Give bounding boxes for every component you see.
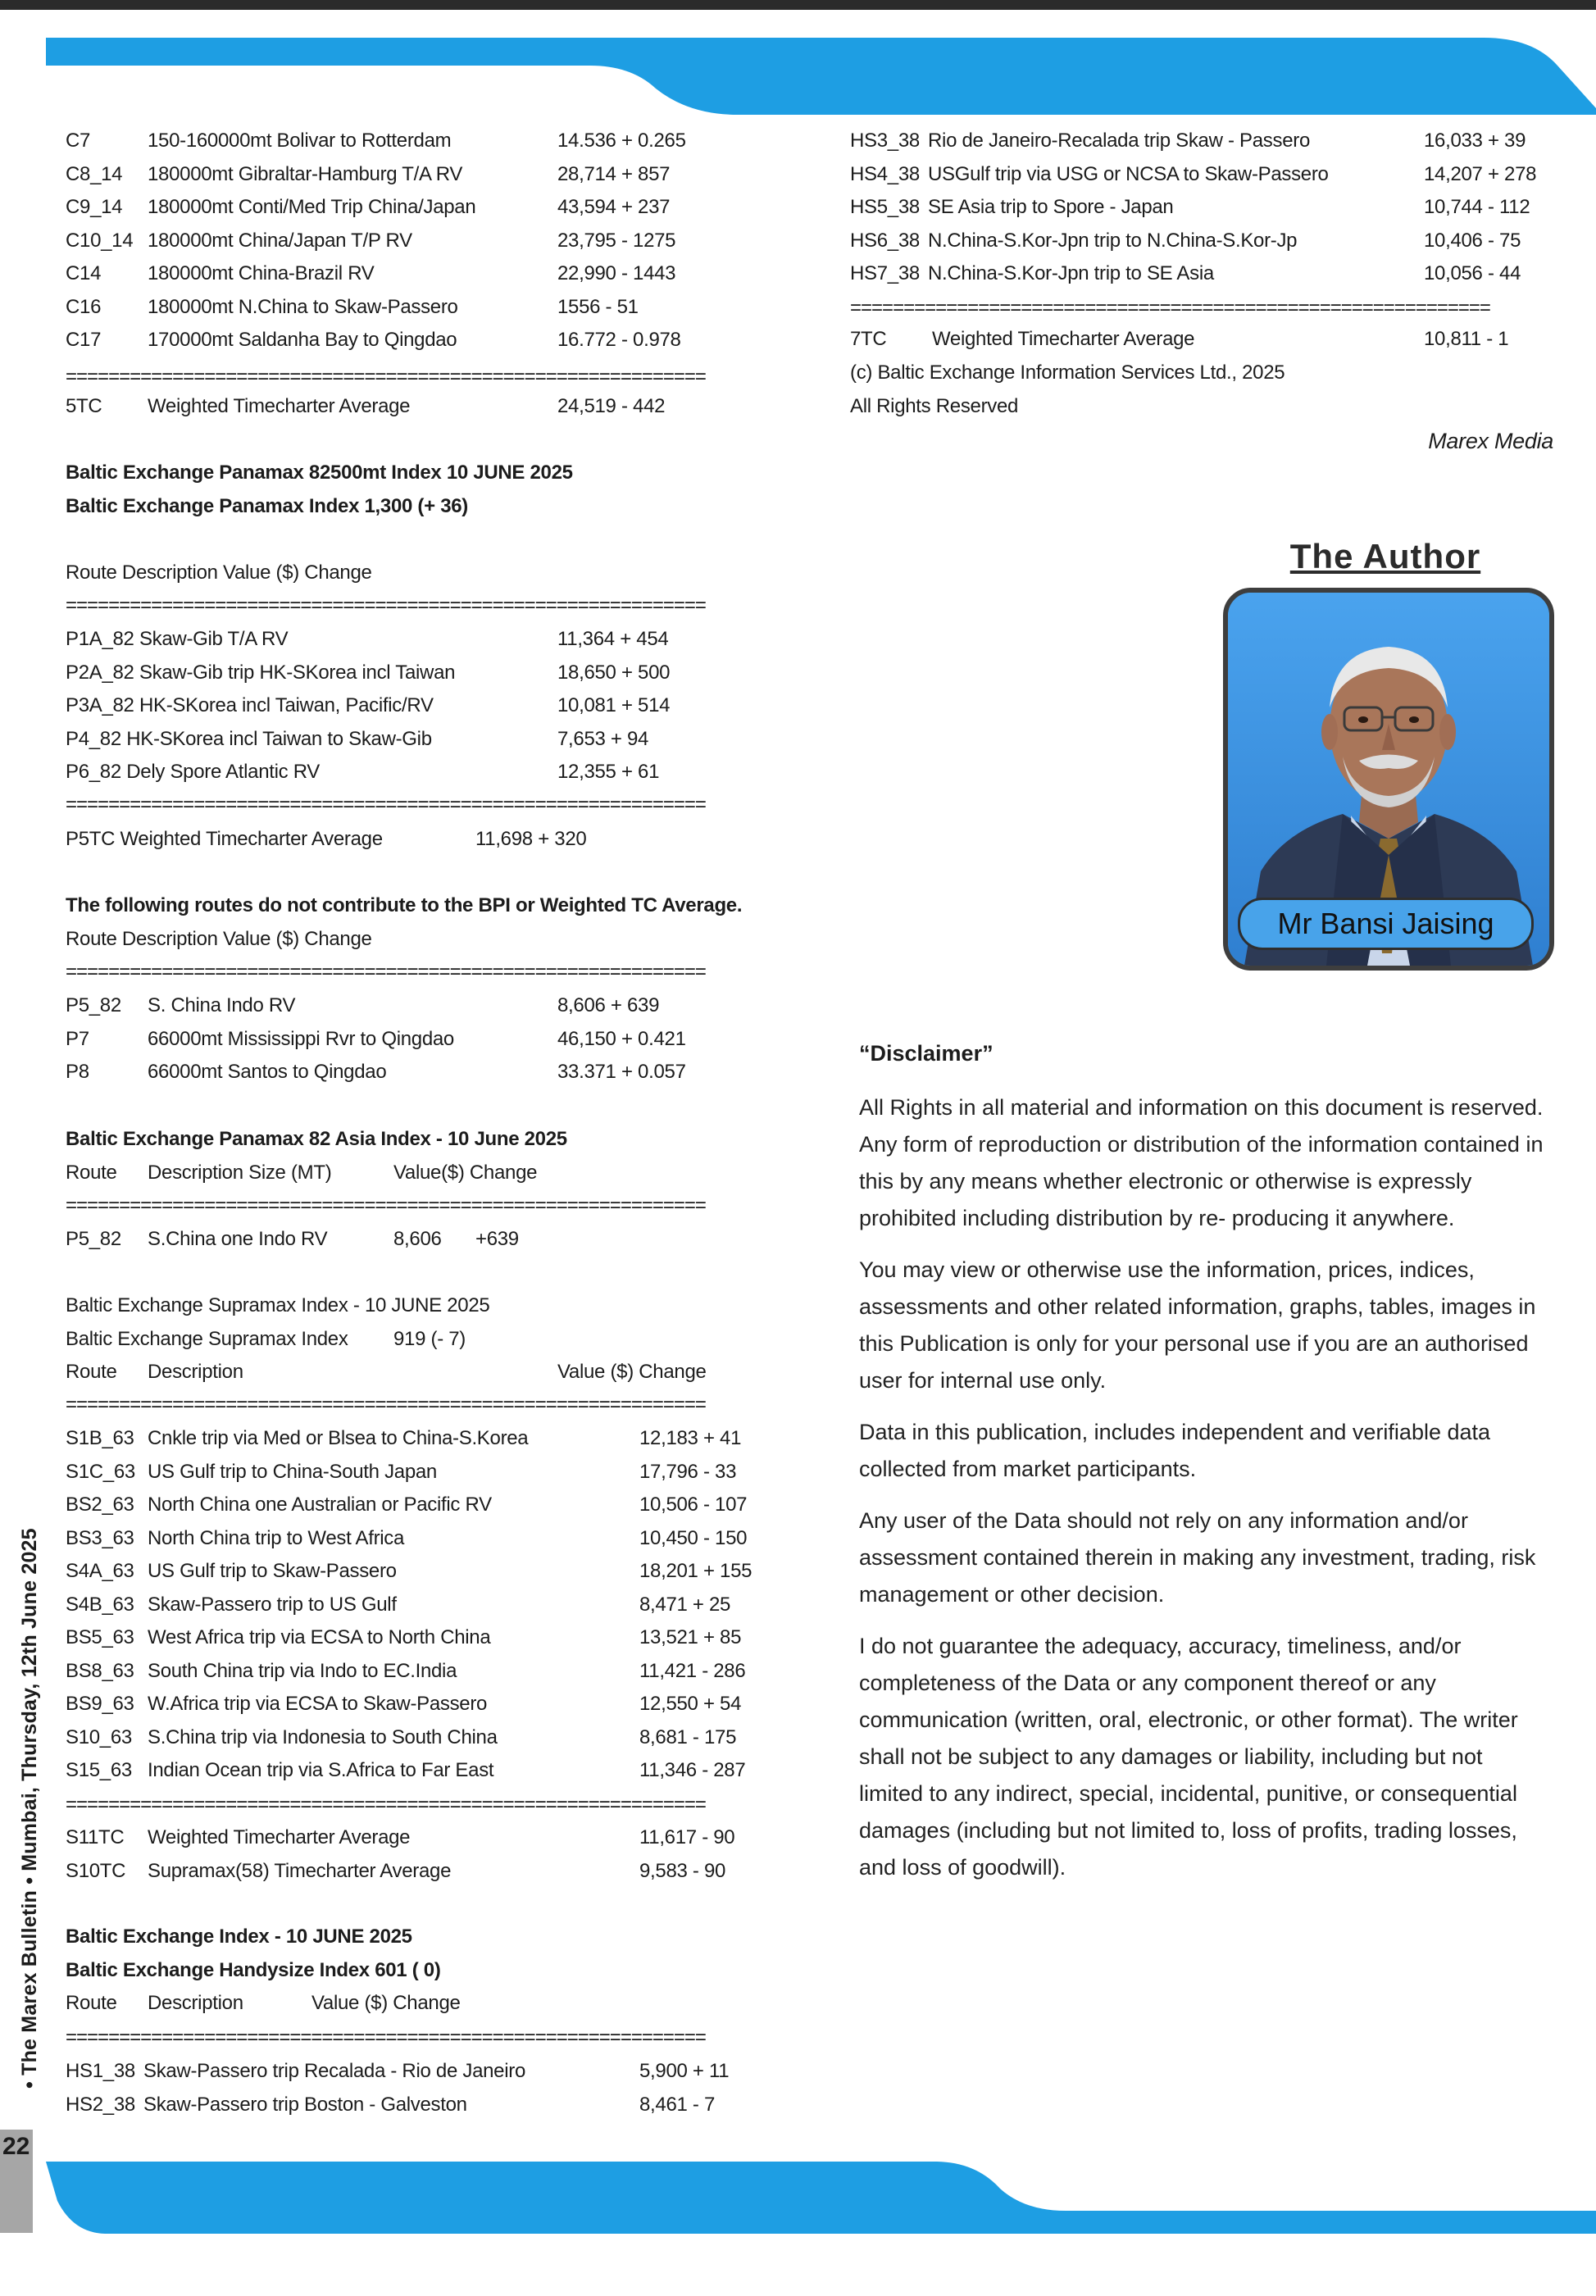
route-value: 18,650 + 500 [557,661,671,684]
separator-line: ============================================================ [66,793,706,816]
author-heading: The Author [1289,537,1481,575]
disclaimer-paragraph: Data in this publication, includes independent and verifiable data collected from market participants. [859,1420,1491,1481]
route-value: 10,081 + 514 [557,694,671,716]
non-contributing-header: Route Description Value ($) Change [66,928,372,950]
route-description: 170000mt Saldanha Bay to Qingdao [148,329,457,351]
route-value: 11,346 - 287 [639,1759,746,1781]
disclaimer-paragraph: All Rights in all material and information on this document is reserved. Any form of reproduction or distribution of the information contained in this by any means whether electronic or otherwise is expressly prohibited including distribution by re- producing it anywhere. [859,1095,1544,1230]
header-route: Route [66,1361,117,1383]
header-value: Value ($) Change [557,1361,707,1383]
disclaimer-paragraph: Any user of the Data should not rely on any information and/or assessment contained therein in making any investment, trading, risk management or other decision. [859,1508,1536,1607]
route-description: 180000mt Conti/Med Trip China/Japan [148,196,476,218]
route-value: 16.772 - 0.978 [557,329,681,351]
route-description: Cnkle trip via Med or Blsea to China-S.Korea [148,1427,529,1449]
route-code: S1C_63 [66,1460,135,1483]
route-value: 8,471 + 25 [639,1593,731,1616]
route-description: West Africa trip via ECSA to North China [148,1626,491,1648]
route-description: N.China-S.Kor-Jpn trip to N.China-S.Kor-Jp [928,229,1298,252]
separator-line: ============================================================ [66,1194,706,1216]
separator-line: ============================================================ [850,297,1490,319]
route-description: Rio de Janeiro-Recalada trip Skaw - Passero [928,130,1310,152]
route-code: S15_63 [66,1759,132,1781]
header-description: Description [148,1992,243,2014]
route-description: S.China one Indo RV [148,1228,328,1250]
route-value: 8,461 - 7 [639,2093,716,2116]
route-description: 66000mt Santos to Qingdao [148,1061,387,1083]
route-code: BS2_63 [66,1494,134,1516]
route-description: P2A_82 Skaw-Gib trip HK-SKorea incl Taiwan [66,661,456,684]
separator-line: ============================================================ [66,594,706,616]
route-code: C17 [66,329,102,351]
route-description: Weighted Timecharter Average [148,395,411,417]
route-value: 28,714 + 857 [557,162,671,185]
route-code: BS8_63 [66,1659,134,1682]
panamax-title: Baltic Exchange Panamax 82500mt Index 10 JUNE 2025 [66,461,573,484]
supramax-index-value: 919 (- 7) [393,1328,466,1350]
route-description: S. China Indo RV [148,994,296,1016]
route-code: P5_82 [66,1228,121,1250]
route-value: 14,207 + 278 [1424,162,1537,185]
header-description: Description Size (MT) [148,1162,332,1184]
route-value: 12,550 + 54 [639,1693,742,1715]
route-value: 43,594 + 237 [557,196,671,218]
route-value: 46,150 + 0.421 [557,1027,686,1050]
header-value: Value ($) Change [311,1992,461,2014]
route-description: Supramax(58) Timecharter Average [148,1859,452,1882]
author-name-badge: Mr Bansi Jaising [1238,898,1534,950]
route-code: P8 [66,1061,89,1083]
separator-line: ============================================================ [66,961,706,983]
bottom-wave-decoration [0,2152,1596,2242]
route-description: SE Asia trip to Spore - Japan [928,196,1174,218]
route-description: N.China-S.Kor-Jpn trip to SE Asia [928,262,1214,284]
publication-side-label: • The Marex Bulletin • Mumbai, Thursday, 12th June 2025 [18,1528,41,2089]
route-code: 5TC [66,395,102,417]
route-description: P6_82 Dely Spore Atlantic RV [66,761,321,783]
page-number: 22 [2,2133,30,2160]
route-value: 18,201 + 155 [639,1560,753,1582]
route-value: 14.536 + 0.265 [557,130,686,152]
copyright-line: (c) Baltic Exchange Information Services Ltd., 2025 [850,361,1285,384]
route-value: 10,450 - 150 [639,1526,748,1549]
source-credit: Marex Media [1428,429,1553,453]
route-value: 10,506 - 107 [639,1494,748,1516]
asia-index-title: Baltic Exchange Panamax 82 Asia Index - 10 June 2025 [66,1128,567,1150]
non-contributing-title: The following routes do not contribute to the BPI or Weighted TC Average. [66,894,743,916]
route-code: C9_14 [66,196,123,218]
route-value: 5,900 + 11 [639,2060,730,2082]
route-code: BS9_63 [66,1693,134,1715]
route-code: S10TC [66,1859,126,1882]
route-value: 8,606 [393,1228,442,1250]
route-value: 10,406 - 75 [1424,229,1521,252]
route-code: P5_82 [66,994,121,1016]
separator-line: ============================================================ [66,1794,706,1816]
route-code: HS3_38 [850,130,920,152]
route-description: South China trip via Indo to EC.India [148,1659,457,1682]
route-value: 10,811 - 1 [1424,328,1509,350]
route-code: C16 [66,295,102,318]
rights-line: All Rights Reserved [850,395,1019,417]
route-code: BS5_63 [66,1626,134,1648]
route-description: 180000mt N.China to Skaw-Passero [148,295,458,318]
route-code: S4A_63 [66,1560,134,1582]
route-value: 12,183 + 41 [639,1427,742,1449]
separator-line: ============================================================ [66,366,706,388]
route-value: 17,796 - 33 [639,1460,737,1483]
route-description: North China trip to West Africa [148,1526,405,1549]
route-description: Weighted Timecharter Average [148,1826,411,1848]
route-description: 180000mt Gibraltar-Hamburg T/A RV [148,162,463,185]
route-value: 1556 - 51 [557,295,639,318]
route-value: 8,606 + 639 [557,994,660,1016]
route-value: 10,056 - 44 [1424,262,1521,284]
disclaimer-title: “Disclaimer” [859,1041,994,1066]
route-value: 9,583 - 90 [639,1859,726,1882]
header-route: Route [66,1992,117,2014]
route-code: HS7_38 [850,262,920,284]
route-code: P7 [66,1027,89,1050]
route-code: HS4_38 [850,162,920,185]
route-value: 10,744 - 112 [1424,196,1530,218]
route-code: HS1_38 [66,2060,135,2082]
route-code: HS2_38 [66,2093,135,2116]
separator-line: ============================================================ [66,2026,706,2048]
route-code: 7TC [850,328,887,350]
route-description: Skaw-Passero trip Recalada - Rio de Janeiro [143,2060,525,2082]
route-description: S.China trip via Indonesia to South China [148,1725,498,1748]
route-value: 7,653 + 94 [557,727,649,750]
route-value: 24,519 - 442 [557,395,666,417]
route-value: 33.371 + 0.057 [557,1061,686,1083]
route-description: 66000mt Mississippi Rvr to Qingdao [148,1027,454,1050]
route-description: P4_82 HK-SKorea incl Taiwan to Skaw-Gib [66,727,432,750]
route-code: S10_63 [66,1725,132,1748]
route-code: HS5_38 [850,196,920,218]
route-description: 180000mt China/Japan T/P RV [148,229,412,252]
handysize-title: Baltic Exchange Index - 10 JUNE 2025 [66,1925,412,1948]
route-value: 11,364 + 454 [557,628,669,650]
route-code: C8_14 [66,162,123,185]
route-description: P1A_82 Skaw-Gib T/A RV [66,628,289,650]
route-code: C14 [66,262,102,284]
route-description: Skaw-Passero trip to US Gulf [148,1593,397,1616]
route-description: 150-160000mt Bolivar to Rotterdam [148,130,452,152]
route-description: P3A_82 HK-SKorea incl Taiwan, Pacific/RV [66,694,434,716]
route-code: BS3_63 [66,1526,134,1549]
route-code: C7 [66,130,91,152]
route-change: +639 [475,1228,519,1250]
route-code: S11TC [66,1826,125,1848]
route-description: USGulf trip via USG or NCSA to Skaw-Passero [928,162,1329,185]
route-value: 11,421 - 286 [639,1659,746,1682]
top-wave-decoration [0,33,1596,115]
route-description: Indian Ocean trip via S.Africa to Far East [148,1759,494,1781]
handysize-index-title: Baltic Exchange Handysize Index 601 ( 0) [66,1959,441,1981]
route-value: 13,521 + 85 [639,1626,742,1648]
route-value: 23,795 - 1275 [557,229,676,252]
header-route: Route [66,1162,117,1184]
route-code: S4B_63 [66,1593,134,1616]
route-code: HS6_38 [850,229,920,252]
route-description: US Gulf trip to China-South Japan [148,1460,437,1483]
route-value: 22,990 - 1443 [557,262,676,284]
route-code: C10_14 [66,229,134,252]
panamax-header: Route Description Value ($) Change [66,561,372,584]
disclaimer-paragraph: I do not guarantee the adequacy, accuracy, timeliness, and/or completeness of the Data or any component thereof or any communication (written, oral, electronic, or other format). The writer shall not be subject to any damages or liability, including but not limited to any indirect, special, incidental, punitive, or consequential damages (including but not limited to, loss of profits, trading losses, and loss of goodwill). [859,1634,1518,1880]
route-description: US Gulf trip to Skaw-Passero [148,1560,397,1582]
route-description: W.Africa trip via ECSA to Skaw-Passero [148,1693,488,1715]
route-description: P5TC Weighted Timecharter Average [66,828,383,850]
route-description: Weighted Timecharter Average [932,328,1195,350]
separator-line: ============================================================ [66,1394,706,1416]
supramax-index-label: Baltic Exchange Supramax Index [66,1328,348,1350]
header-value: Value($) Change [393,1162,538,1184]
top-border-bar [0,0,1596,10]
supramax-title: Baltic Exchange Supramax Index - 10 JUNE 2025 [66,1294,490,1316]
route-value: 12,355 + 61 [557,761,660,783]
header-description: Description [148,1361,243,1383]
disclaimer-paragraph: You may view or otherwise use the information, prices, indices, assessments and other related information, graphs, tables, images in this Publication is only for your personal use if you are an authorised user for internal use only. [859,1257,1536,1393]
route-description: Skaw-Passero trip Boston - Galveston [143,2093,467,2116]
route-value: 16,033 + 39 [1424,130,1526,152]
route-value: 11,617 - 90 [639,1826,735,1848]
route-value: 11,698 + 320 [475,828,587,850]
panamax-index-title: Baltic Exchange Panamax Index 1,300 (+ 36) [66,495,468,517]
route-description: 180000mt China-Brazil RV [148,262,375,284]
route-value: 8,681 - 175 [639,1725,737,1748]
route-description: North China one Australian or Pacific RV [148,1494,492,1516]
disclaimer-section [859,1041,1552,1901]
route-code: S1B_63 [66,1427,134,1449]
